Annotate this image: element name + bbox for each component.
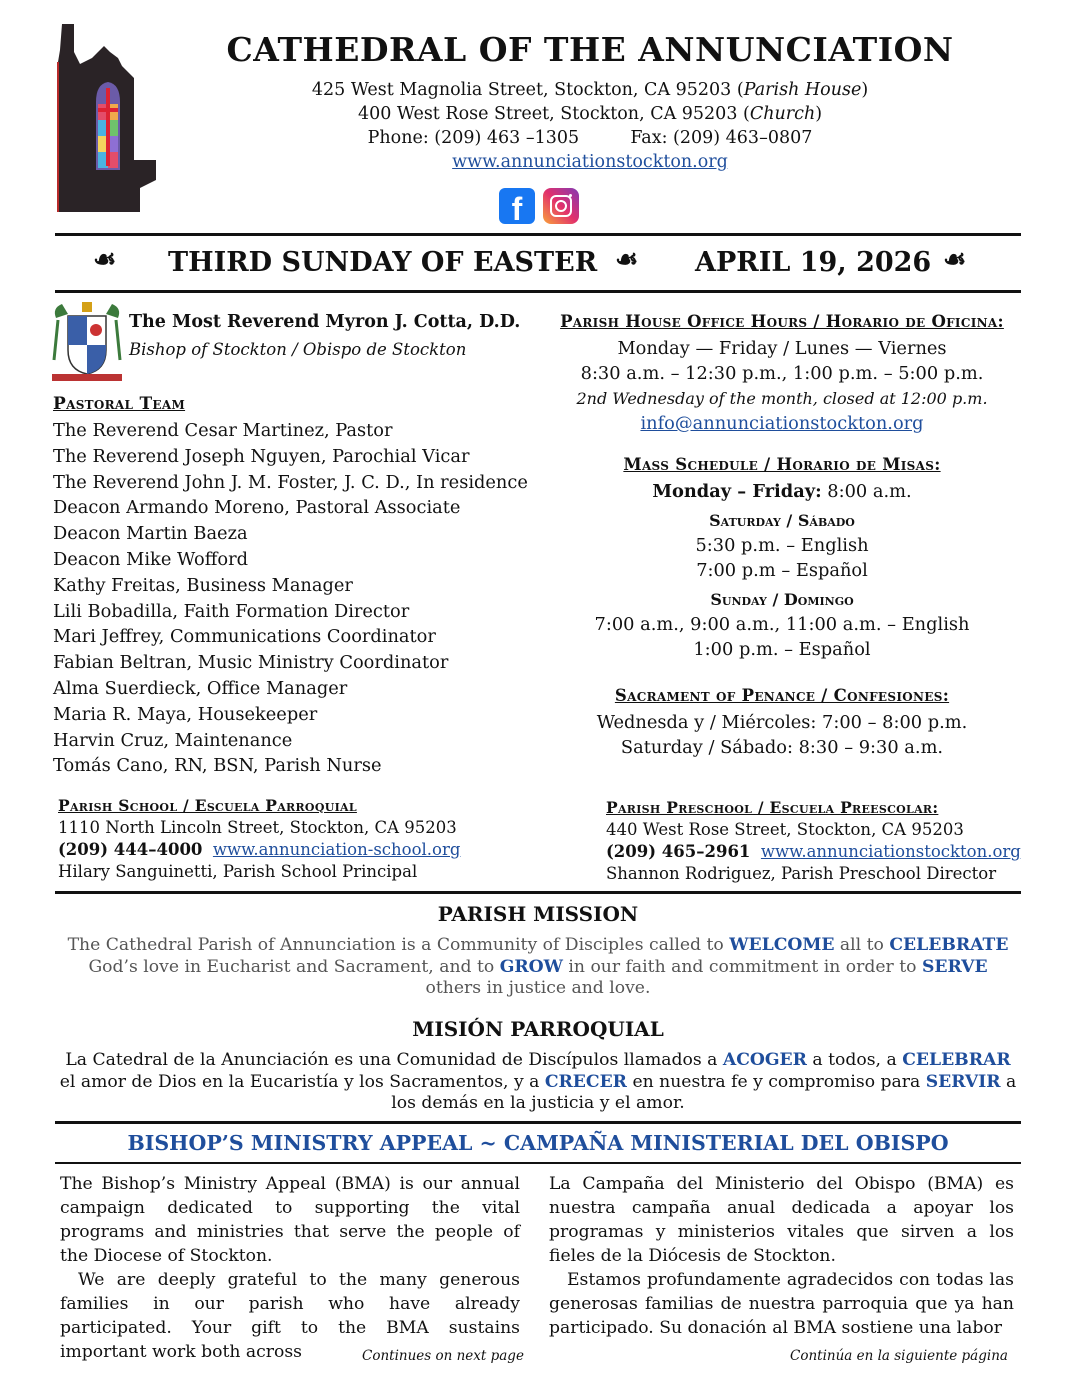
bishop-title: Bishop of Stockton / Obispo de Stockton <box>129 340 467 359</box>
phone: Phone: (209) 463 –1305 <box>367 128 580 148</box>
header-address <box>170 78 1010 174</box>
weekday-time: 8:00 a.m. <box>821 481 912 502</box>
email-link[interactable]: info@annunciationstockton.org <box>640 413 924 434</box>
preschool-website-link[interactable]: www.annunciationstockton.org <box>760 842 1021 861</box>
preschool-section <box>606 797 1021 885</box>
pastoral-team-heading: Pastoral Team <box>53 394 186 414</box>
mision-text: La Catedral de la Anunciación es una Comunidad de Discípulos llamados a ACOGER a todos, a CELEBRAR el amor de Dios en la Eucaristía y los Sacramentos, y a CRECER en nuestra fe y compromiso para SERVIR a los demás en la justicia y el amor. <box>59 1050 1017 1113</box>
office-note: 2nd Wednesday of the month, closed at 12:00 p.m. <box>576 389 988 408</box>
office-hours-heading: Parish House Office Hours / Horario de Oficina: <box>560 312 1004 331</box>
appeal-es-p1: La Campaña del Ministerio del Obispo (BMA) es nuestra campaña anual dedicada a apoyar los programas y ministerios vitales que sirven a los fieles de la Diócesis de Stockton. <box>549 1174 1014 1266</box>
team-member: Deacon Martin Baeza <box>53 523 248 545</box>
saturday-time-1: 5:30 p.m. – English <box>695 535 869 556</box>
mass-schedule-section <box>540 452 1024 662</box>
appeal-heading: BISHOP’S MINISTRY APPEAL ~ CAMPAÑA MINISTERIAL DEL OBISPO <box>127 1131 949 1155</box>
team-member: Maria R. Maya, Housekeeper <box>53 703 318 725</box>
appeal-es-p2: Estamos profundamente agradecidos con todas las generosas familias de nuestra parroquia que ya han participado. Su donación al BMA sostiene una labor <box>549 1270 1014 1338</box>
saturday-time-2: 7:00 p.m – Español <box>696 560 868 581</box>
team-member: Kathy Freitas, Business Manager <box>53 574 353 596</box>
mission-heading: PARISH MISSION <box>437 902 639 926</box>
school-heading: Parish School / Escuela Parroquial <box>58 796 357 815</box>
ornament-icon: ☙ <box>93 245 117 275</box>
mass-schedule-heading: Mass Schedule / Horario de Misas: <box>623 455 941 474</box>
coat-of-arms-icon <box>48 300 126 382</box>
pastoral-team-list <box>53 418 528 779</box>
appeal-en-p2: We are deeply grateful to the many generous families in our parish who have already participated. Your gift to the BMA sustains important work both across <box>60 1270 520 1362</box>
ornament-icon: ☙ <box>943 245 967 275</box>
appeal-en-p1: The Bishop’s Ministry Appeal (BMA) is our annual campaign dedicated to supporting the vital programs and ministries that serve the people of the Diocese of Stockton. <box>60 1174 520 1266</box>
divider <box>55 290 1021 293</box>
team-member: The Reverend John J. M. Foster, J. C. D., In residence <box>53 471 528 493</box>
divider <box>55 1121 1021 1124</box>
penance-wed: Wednesda y / Miércoles: 7:00 – 8:00 p.m. <box>596 712 968 733</box>
school-website-link[interactable]: www.annunciation-school.org <box>212 840 461 859</box>
instagram-icon[interactable] <box>543 188 579 224</box>
team-member: The Reverend Cesar Martinez, Pastor <box>53 420 393 441</box>
team-member: Fabian Beltran, Music Ministry Coordinator <box>53 652 449 674</box>
church-logo <box>52 22 164 214</box>
occasion-title: THIRD SUNDAY OF EASTER <box>168 247 598 278</box>
divider <box>55 891 1021 894</box>
school-section <box>58 795 460 883</box>
divider <box>55 233 1021 236</box>
team-member: Deacon Armando Moreno, Pastoral Associate <box>53 497 461 519</box>
saturday-heading: Saturday / Sábado <box>709 511 855 530</box>
bishop-name: The Most Reverend Myron J. Cotta, D.D. <box>129 312 521 332</box>
contact-line <box>170 126 1010 150</box>
team-member: Deacon Mike Wofford <box>53 548 248 570</box>
address-church: 400 West Rose Street, Stockton, CA 95203 (Church) <box>357 104 823 124</box>
penance-section <box>540 683 1024 760</box>
sunday-time-2: 1:00 p.m. – Español <box>693 639 871 660</box>
weekday-label: Monday – Friday: <box>652 481 822 502</box>
facebook-icon[interactable]: f <box>499 188 535 224</box>
school-principal: Hilary Sanguinetti, Parish School Principal <box>58 862 418 881</box>
penance-heading: Sacrament of Penance / Confesiones: <box>614 686 950 705</box>
banner <box>55 245 1021 285</box>
office-days: Monday — Friday / Lunes — Viernes <box>617 338 947 359</box>
appeal-en-continue: Continues on next page <box>362 1348 524 1364</box>
team-member: Tomás Cano, RN, BSN, Parish Nurse <box>53 755 382 777</box>
divider <box>55 1162 1021 1164</box>
appeal-english <box>60 1172 520 1364</box>
mission-text: The Cathedral Parish of Annunciation is a Community of Disciples called to WELCOME all to CELEBRATE God’s love in Eucharist and Sacrament, and to GROW in our faith and commitment in order to SERVE others in justice and love. <box>67 935 1009 998</box>
preschool-phone: (209) 465–2961 <box>606 842 751 861</box>
team-member: Alma Suerdieck, Office Manager <box>53 677 348 699</box>
office-hours-section <box>540 309 1024 436</box>
team-member: The Reverend Joseph Nguyen, Parochial Vicar <box>53 445 470 467</box>
sunday-time-1: 7:00 a.m., 9:00 a.m., 11:00 a.m. – English <box>594 614 970 635</box>
appeal-spanish <box>549 1172 1014 1340</box>
team-member: Mari Jeffrey, Communications Coordinator <box>53 626 436 648</box>
date-title: APRIL 19, 2026 <box>695 247 932 278</box>
penance-sat: Saturday / Sábado: 8:30 – 9:30 a.m. <box>620 737 944 758</box>
ornament-icon: ☙ <box>615 245 639 275</box>
preschool-heading: Parish Preschool / Escuela Preescolar: <box>606 798 939 817</box>
address-parish-house: 425 West Magnolia Street, Stockton, CA 95203 (Parish House) <box>311 80 869 100</box>
sunday-heading: Sunday / Domingo <box>710 590 854 609</box>
website-link[interactable]: www.annunciationstockton.org <box>452 152 728 172</box>
school-phone: (209) 444–4000 <box>58 840 203 859</box>
team-member: Harvin Cruz, Maintenance <box>53 729 293 751</box>
team-member: Lili Bobadilla, Faith Formation Director <box>53 600 410 622</box>
appeal-es-continue: Continúa en la siguiente página <box>790 1348 1008 1364</box>
preschool-director: Shannon Rodriguez, Parish Preschool Director <box>606 864 997 883</box>
school-address: 1110 North Lincoln Street, Stockton, CA 95203 <box>58 818 457 837</box>
page-title: CATHEDRAL OF THE ANNUNCIATION <box>226 30 954 69</box>
fax: Fax: (209) 463–0807 <box>630 128 813 148</box>
office-hours: 8:30 a.m. – 12:30 p.m., 1:00 p.m. – 5:00 p.m. <box>580 363 984 384</box>
preschool-address: 440 West Rose Street, Stockton, CA 95203 <box>606 820 964 839</box>
mision-heading: MISIÓN PARROQUIAL <box>412 1017 664 1041</box>
